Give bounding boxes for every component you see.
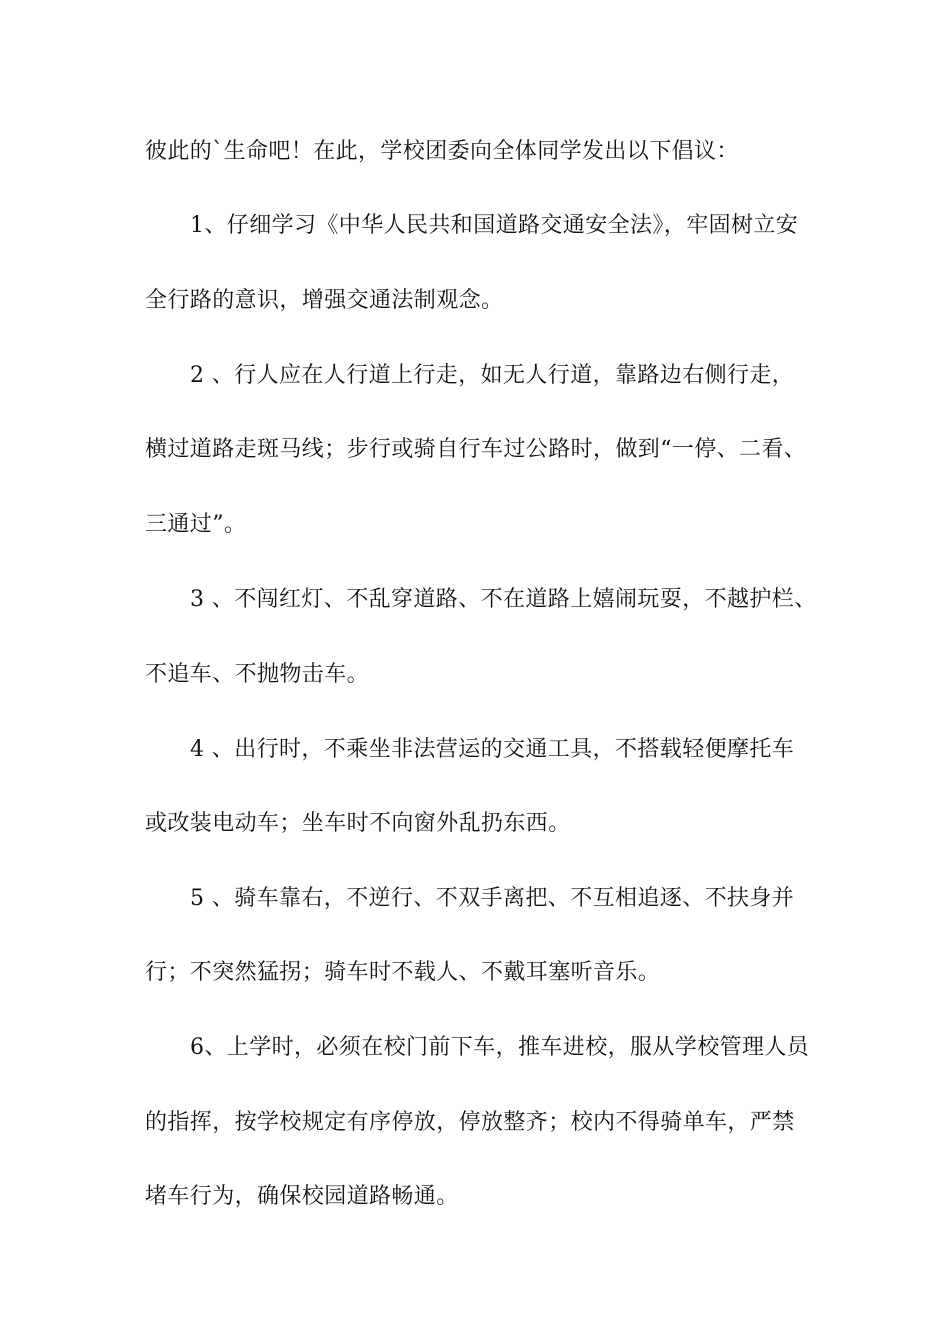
text-line-4: 2 、行人应在人行道上行走，如无人行道，靠路边右侧行走， xyxy=(190,363,795,388)
text-line-10: 或改装电动车；坐车时不向窗外乱扔东西。 xyxy=(145,811,571,836)
text-line-15: 堵车行为，确保校园道路畅通。 xyxy=(145,1184,459,1209)
text-line-3: 全行路的意识，增强交通法制观念。 xyxy=(145,288,504,313)
text-line-6: 三通过”。 xyxy=(145,512,247,537)
text-line-7: 3 、不闯红灯、不乱穿道路、不在道路上嬉闹玩耍，不越护栏、 xyxy=(190,587,817,612)
text-line-11: 5 、骑车靠右，不逆行、不双手离把、不互相追逐、不扶身并 xyxy=(190,886,795,911)
text-line-5: 横过道路走斑马线；步行或骑自行车过公路时，做到“一停、二看、 xyxy=(145,437,807,462)
text-line-8: 不追车、不抛物击车。 xyxy=(145,662,370,687)
text-line-1: 彼此的`生命吧！在此，学校团委向全体同学发出以下倡议： xyxy=(145,139,739,164)
text-line-9: 4 、出行时，不乘坐非法营运的交通工具，不搭载轻便摩托车 xyxy=(190,737,795,762)
text-line-12: 行；不突然猛拐；骑车时不载人、不戴耳塞听音乐。 xyxy=(145,960,661,985)
text-line-14: 的指挥，按学校规定有序停放，停放整齐；校内不得骑单车，严禁 xyxy=(145,1110,795,1135)
text-line-2: 1、仔细学习《中华人民共和国道路交通安全法》，牢固树立安 xyxy=(190,213,799,238)
text-line-13: 6、上学时，必须在校门前下车，推车进校，服从学校管理人员 xyxy=(190,1035,810,1060)
